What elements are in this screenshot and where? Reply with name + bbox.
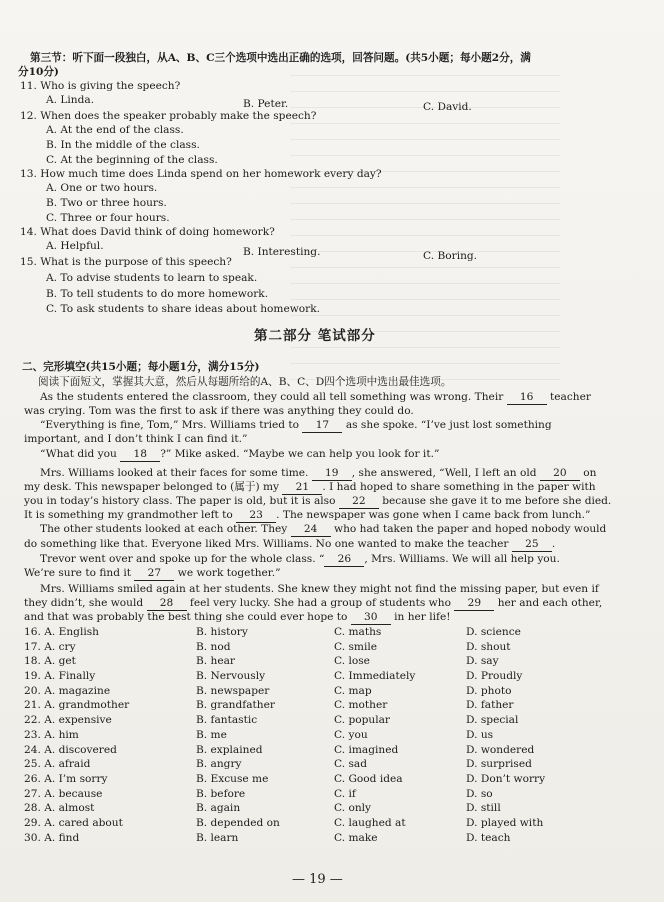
q11-option-c: C. David. [423,101,472,113]
option-30c: C. make [334,831,378,844]
blank-29: 29 [454,597,494,611]
passage-line-6: Mrs. Williams looked at their faces for some time. 19 , she answered, “Well, I left an old 20 on [40,467,597,479]
option-19a: 19. A. Finally [24,670,96,683]
option-20a: 20. A. magazine [24,684,111,697]
option-18b: B. hear [196,655,235,668]
option-26b: B. Excuse me [196,772,269,785]
option-25a: 25. A. afraid [24,758,91,771]
option-19b: B. Nervously [196,670,266,683]
option-18a: 18. A. get [24,655,76,668]
cloze-instruction: 阅读下面短文，掌握其大意，然后从每题所给的A、B、C、D四个选项中选出最佳选项。 [38,376,452,388]
q13-option-c: C. Three or four hours. [46,212,170,224]
passage-line-2: was crying. Tom was the first to ask if there was anything they could do. [24,405,414,417]
option-23b: B. me [196,728,227,741]
question-15: 15. What is the purpose of this speech? [20,256,232,268]
option-26d: D. Don’t worry [466,772,546,785]
question-11: 11. Who is giving the speech? [20,80,181,92]
option-23c: C. you [334,728,368,741]
q12-option-c: C. At the beginning of the class. [46,154,218,166]
q14-option-a: A. Helpful. [46,240,104,252]
option-29a: 29. A. cared about [24,816,123,829]
q13-option-a: A. One or two hours. [46,182,158,194]
option-28b: B. again [196,802,241,815]
q15-option-c: C. To ask students to share ideas about homework. [46,303,321,315]
blank-16: 16 [507,391,547,405]
option-20d: D. photo [466,684,512,697]
blank-26: 26 [324,553,364,567]
option-24c: C. imagined [334,743,399,756]
passage-line-4: important, and I don’t think I can find it.” [24,433,248,445]
option-27c: C. if [334,787,356,800]
option-25c: C. sad [334,758,367,771]
question-14: 14. What does David think of doing homework? [20,226,275,238]
option-29d: D. played with [466,816,544,829]
option-29b: B. depended on [196,816,280,829]
option-17b: B. nod [196,640,231,653]
options-col-c [334,625,415,845]
section3-instruction-cont: 分10分) [18,66,59,78]
option-25b: B. angry [196,758,242,771]
passage-line-8: you in today’s history class. The paper is old, but it is also 22 because she gave it to me before she died. [24,495,612,507]
option-16d: D. science [466,626,521,638]
option-22b: B. fantastic [196,714,258,727]
passage-line-14: Mrs. Williams smiled again at her students. She knew they might not find the missing paper, but even if [40,583,599,595]
passage-line-3: “Everything is fine, Tom,” Mrs. Williams tried to 17 as she spoke. “I’ve just lost something [40,419,552,431]
blank-27: 27 [134,567,174,581]
option-30d: D. teach [466,831,511,844]
option-21d: D. father [466,699,514,712]
option-21a: 21. A. grandmother [24,699,130,712]
option-24d: D. wondered [466,743,535,756]
options-col-a [24,625,129,845]
q14-option-c: C. Boring. [423,250,478,262]
passage-line-13: We’re sure to find it 27 we work together.” [24,567,281,579]
option-17a: 17. A. cry [24,640,76,653]
option-17d: D. shout [466,640,511,653]
q15-option-b: B. To tell students to do more homework. [46,288,269,300]
option-30a: 30. A. find [24,831,80,844]
option-28a: 28. A. almost [24,802,95,815]
option-22a: 22. A. expensive [24,714,112,727]
passage-line-16: and that was probably the best thing she could ever hope to 30 in her life! [24,611,451,623]
blank-20: 20 [540,467,580,481]
options-col-b [196,625,280,845]
option-17c: C. smile [334,640,377,653]
blank-24: 24 [291,523,331,537]
option-18d: D. say [466,655,499,668]
option-22d: D. special [466,714,519,727]
option-23a: 23. A. him [24,728,79,741]
option-27d: D. so [466,787,493,800]
option-21c: C. mother [334,699,388,712]
option-23d: D. us [466,728,494,741]
part2-title: 第二部分 笔试部分 [254,328,376,344]
option-24b: B. explained [196,743,263,756]
blank-19: 19 [312,467,352,481]
option-16b: B. history [196,626,248,638]
blank-23: 23 [236,509,276,523]
question-12: 12. When does the speaker probably make the speech? [20,110,317,122]
option-21b: B. grandfather [196,699,275,712]
q12-option-a: A. At the end of the class. [46,124,184,136]
passage-line-5: “What did you 18 ?” Mike asked. “Maybe we can help you look for it.” [40,448,440,460]
option-16a: 16. A. English [24,626,99,638]
option-25d: D. surprised [466,758,532,771]
blank-22: 22 [339,495,379,509]
q11-option-a: A. Linda. [46,94,95,106]
passage-line-7: my desk. This newspaper belonged to (属于) my 21 . I had hoped to share something in the paper with [24,481,596,493]
passage-line-12: Trevor went over and spoke up for the whole class. “ 26 , Mrs. Williams. We will all help you. [40,553,560,565]
passage-line-9: It is something my grandmother left to 23 . The newspaper was gone when I came back from lunch.” [24,509,591,521]
passage-line-1: As the students entered the classroom, they could all tell something was wrong. Their 16 teacher [40,391,591,403]
blank-18: 18 [120,448,160,462]
option-30b: B. learn [196,831,239,844]
q14-option-b: B. Interesting. [243,246,321,258]
option-28d: D. still [466,802,501,815]
option-27b: B. before [196,787,246,800]
option-16c: C. maths [334,626,382,638]
q12-option-b: B. In the middle of the class. [46,139,200,151]
passage-line-11: do something like that. Everyone liked Mrs. Williams. No one wanted to make the teacher 25 . [24,538,556,550]
page-number: — 19 — [292,872,343,887]
passage-line-10: The other students looked at each other. They 24 who had taken the paper and hoped nobody would [40,523,607,535]
option-19d: D. Proudly [466,670,523,683]
blank-30: 30 [351,611,391,625]
q15-option-a: A. To advise students to learn to speak. [46,272,258,284]
option-26a: 26. A. I’m sorry [24,772,108,785]
option-22c: C. popular [334,714,390,727]
blank-17: 17 [302,419,342,433]
option-27a: 27. A. because [24,787,103,800]
option-18c: C. lose [334,655,370,668]
option-29c: C. laughed at [334,816,406,829]
option-24a: 24. A. discovered [24,743,117,756]
q13-option-b: B. Two or three hours. [46,197,167,209]
option-28c: C. only [334,802,372,815]
option-20b: B. newspaper [196,684,270,697]
option-26c: C. Good idea [334,772,403,785]
option-19c: C. Immediately [334,670,416,683]
options-col-d [466,625,545,845]
q11-option-b: B. Peter. [243,98,289,110]
blank-28: 28 [147,597,187,611]
section3-instruction: 第三节：听下面一段独白，从A、B、C三个选项中选出正确的选项，回答问题。(共5小题；每小题2分，满 [30,52,531,64]
blank-21: 21 [282,481,322,495]
option-20c: C. map [334,684,372,697]
cloze-heading: 二、完形填空(共15小题；每小题1分，满分15分) [22,361,260,373]
passage-line-15: they didn’t, she would 28 feel very lucky. She had a group of students who 29 her and each other, [24,597,603,609]
question-13: 13. How much time does Linda spend on her homework every day? [20,168,382,180]
blank-25: 25 [512,538,552,552]
